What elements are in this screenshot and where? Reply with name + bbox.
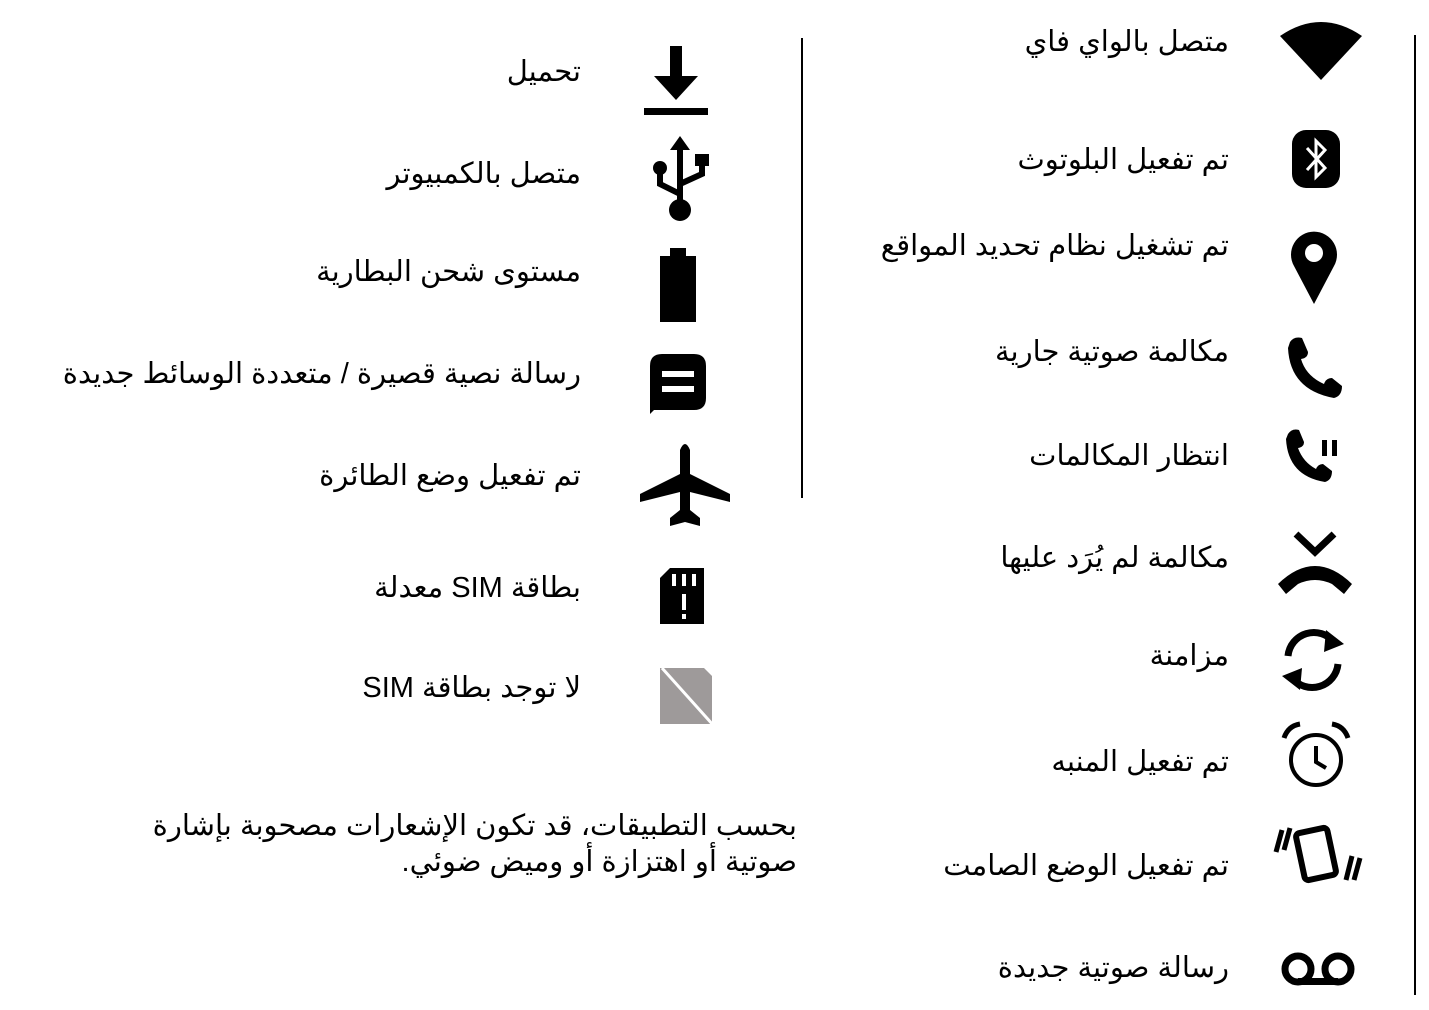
bluetooth-icon — [1290, 128, 1342, 190]
sync-icon — [1266, 622, 1360, 698]
right-edge-rule — [1414, 35, 1416, 995]
vibrate-icon — [1272, 818, 1364, 890]
usb-icon — [650, 132, 716, 226]
bluetooth-label: تم تفعيل البلوتوث — [1017, 144, 1229, 176]
location-label: تم تشغيل نظام تحديد المواقع — [880, 230, 1229, 262]
sim-card-icon — [656, 564, 708, 626]
location-pin-icon — [1286, 226, 1342, 306]
missed-call-icon — [1274, 528, 1356, 598]
no-sim-icon — [656, 664, 716, 728]
column-divider-rule — [801, 38, 803, 498]
message-label: رسالة نصية قصيرة / متعددة الوسائط جديدة — [62, 358, 581, 390]
no-sim-label: لا توجد بطاقة SIM — [362, 672, 581, 704]
voicemail-label: رسالة صوتية جديدة — [997, 952, 1229, 984]
note-line-1: بحسب التطبيقات، قد تكون الإشعارات مصحوبة بإشارة — [152, 810, 797, 842]
phone-call-label: مكالمة صوتية جارية — [994, 336, 1229, 368]
note-line-2: صوتية أو اهتزازة أو وميض ضوئي. — [401, 846, 797, 878]
vibrate-label: تم تفعيل الوضع الصامت — [943, 850, 1229, 882]
wifi-icon — [1276, 16, 1366, 80]
call-waiting-label: انتظار المكالمات — [1029, 440, 1229, 472]
message-icon — [640, 344, 714, 420]
wifi-label: متصل بالواي فاي — [1024, 26, 1229, 58]
download-icon — [640, 42, 712, 126]
download-label: تحميل — [506, 56, 581, 88]
usb-label: متصل بالكمبيوتر — [386, 158, 581, 190]
battery-icon — [654, 244, 706, 326]
battery-label: مستوى شحن البطارية — [316, 256, 581, 288]
voicemail-icon — [1278, 944, 1358, 994]
notification-note — [77, 808, 797, 880]
call-waiting-icon — [1284, 428, 1344, 488]
airplane-icon — [636, 438, 734, 530]
airplane-label: تم تفعيل وضع الطائرة — [319, 460, 581, 492]
sim-card-label: بطاقة SIM معدلة — [374, 572, 581, 604]
alarm-label: تم تفعيل المنبه — [1051, 746, 1229, 778]
phone-call-icon — [1284, 334, 1344, 400]
missed-call-label: مكالمة لم يُرَد عليها — [1000, 542, 1229, 574]
sync-label: مزامنة — [1149, 640, 1229, 672]
alarm-clock-icon — [1280, 720, 1352, 792]
